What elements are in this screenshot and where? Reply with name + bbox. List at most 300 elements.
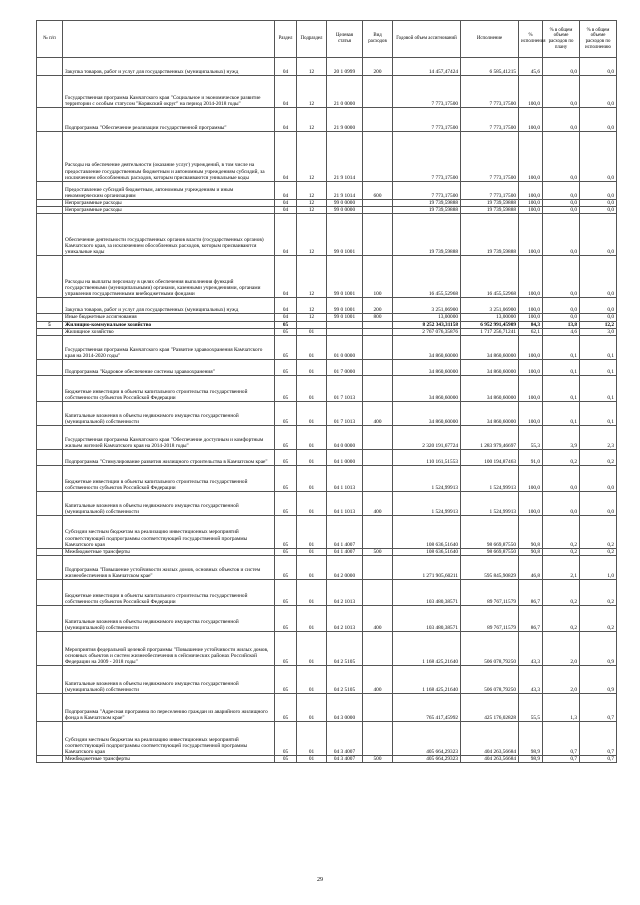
row-podrazdel: 12 bbox=[297, 207, 327, 214]
row-fact: 7 773,17500 bbox=[461, 132, 519, 182]
row-target-article: 21 9 1014 bbox=[327, 182, 363, 200]
row-name: Предоставление субсидий бюджетным, автономным учреждениям и иным некоммерческим организациям bbox=[63, 182, 275, 200]
row-name: Подпрограмма "Адресная программа по переселению граждан из аварийного жилищного фонда в Камчатском крае" bbox=[63, 694, 275, 722]
row-expense-type bbox=[363, 580, 393, 606]
row-plan: 405 664,29323 bbox=[393, 722, 461, 756]
row-share-fact: 2,3 bbox=[580, 426, 617, 450]
row-share-plan: 0,0 bbox=[543, 132, 580, 182]
row-name: Субсидии местным бюджетам на реализацию инвестиционных мероприятий соответствующей подпрограммы соответствующей государственной программы Камчатского края bbox=[63, 722, 275, 756]
row-number bbox=[37, 516, 63, 549]
row-number bbox=[37, 450, 63, 466]
row-target-article: 01 0 0000 bbox=[327, 336, 363, 360]
row-fact: 6 585,41215 bbox=[461, 58, 519, 76]
row-expense-type: 400 bbox=[363, 402, 393, 426]
row-target-article: 04 0 0000 bbox=[327, 426, 363, 450]
col-header-share-fact: % в общем объеме расходов по исполнению bbox=[580, 21, 617, 58]
row-fact: 19 739,59888 bbox=[461, 207, 519, 214]
row-target-article: 04 1 4007 bbox=[327, 516, 363, 549]
row-fact: 506 078,79250 bbox=[461, 632, 519, 666]
row-plan: 19 739,59888 bbox=[393, 200, 461, 207]
row-razdel: 04 bbox=[275, 314, 297, 321]
row-percent: 45,6 bbox=[519, 58, 543, 76]
row-share-plan: 0,0 bbox=[543, 492, 580, 516]
row-target-article: 01 7 1013 bbox=[327, 402, 363, 426]
row-number bbox=[37, 207, 63, 214]
row-plan: 1 524,99913 bbox=[393, 466, 461, 492]
row-percent: 100,0 bbox=[519, 466, 543, 492]
row-percent: 100,0 bbox=[519, 314, 543, 321]
table-row bbox=[37, 606, 617, 632]
row-plan: 1 271 905,60211 bbox=[393, 556, 461, 580]
row-razdel: 05 bbox=[275, 606, 297, 632]
row-razdel: 05 bbox=[275, 722, 297, 756]
row-podrazdel: 01 bbox=[297, 580, 327, 606]
row-podrazdel: 12 bbox=[297, 298, 327, 314]
row-share-fact: 0,0 bbox=[580, 58, 617, 76]
row-share-fact: 0,0 bbox=[580, 256, 617, 298]
row-podrazdel: 01 bbox=[297, 426, 327, 450]
table-header-row bbox=[37, 21, 617, 58]
row-share-fact: 0,0 bbox=[580, 314, 617, 321]
row-fact: 1 524,99913 bbox=[461, 492, 519, 516]
row-share-plan: 2,0 bbox=[543, 666, 580, 694]
row-share-fact: 0,0 bbox=[580, 207, 617, 214]
row-share-plan: 0,7 bbox=[543, 756, 580, 763]
row-number bbox=[37, 132, 63, 182]
row-number bbox=[37, 256, 63, 298]
row-fact: 19 739,59888 bbox=[461, 214, 519, 256]
row-plan: 3 251,06900 bbox=[393, 298, 461, 314]
row-name: Непрограммные расходы bbox=[63, 200, 275, 207]
row-share-fact: 0,0 bbox=[580, 492, 617, 516]
row-number bbox=[37, 466, 63, 492]
row-expense-type bbox=[363, 516, 393, 549]
row-expense-type: 800 bbox=[363, 314, 393, 321]
row-podrazdel: 12 bbox=[297, 58, 327, 76]
row-share-fact: 0,2 bbox=[580, 450, 617, 466]
row-number bbox=[37, 328, 63, 335]
row-plan: 1 168 425,21640 bbox=[393, 666, 461, 694]
row-share-plan: 3,9 bbox=[543, 426, 580, 450]
row-number bbox=[37, 108, 63, 132]
table-row bbox=[37, 58, 617, 76]
row-razdel: 04 bbox=[275, 132, 297, 182]
row-percent: 100,0 bbox=[519, 402, 543, 426]
row-expense-type bbox=[363, 207, 393, 214]
row-share-fact: 0,2 bbox=[580, 516, 617, 549]
row-target-article: 04 1 1013 bbox=[327, 466, 363, 492]
row-expense-type bbox=[363, 108, 393, 132]
row-share-plan: 0,1 bbox=[543, 360, 580, 376]
row-plan: 765 417,45992 bbox=[393, 694, 461, 722]
row-podrazdel: 01 bbox=[297, 516, 327, 549]
row-podrazdel: 01 bbox=[297, 328, 327, 335]
row-razdel: 05 bbox=[275, 402, 297, 426]
row-fact: 98 669,87550 bbox=[461, 549, 519, 556]
row-fact: 98 669,87550 bbox=[461, 516, 519, 549]
row-name: Подпрограмма "Повышение устойчивости жилых домов, основных объектов и систем жизнеобеспечения в Камчатском крае" bbox=[63, 556, 275, 580]
row-expense-type: 400 bbox=[363, 492, 393, 516]
row-razdel: 04 bbox=[275, 108, 297, 132]
row-podrazdel: 01 bbox=[297, 492, 327, 516]
row-expense-type bbox=[363, 132, 393, 182]
row-podrazdel: 01 bbox=[297, 556, 327, 580]
table-row bbox=[37, 556, 617, 580]
table-row bbox=[37, 108, 617, 132]
row-name: Жилищное хозяйство bbox=[63, 328, 275, 335]
col-header-target-article: Целевая статья bbox=[327, 21, 363, 58]
table-body bbox=[37, 58, 617, 763]
row-name: Обеспечение деятельности государственных органов власти (государственных органов) Камчатского края, за исключением обособленных расходов, которым присваиваются уникальные коды bbox=[63, 214, 275, 256]
row-expense-type bbox=[363, 200, 393, 207]
row-fact: 34 860,60000 bbox=[461, 336, 519, 360]
row-number bbox=[37, 694, 63, 722]
row-expense-type: 200 bbox=[363, 298, 393, 314]
row-fact: 425 176,02828 bbox=[461, 694, 519, 722]
row-number bbox=[37, 214, 63, 256]
row-fact: 6 952 991,45909 bbox=[461, 321, 519, 328]
row-number bbox=[37, 580, 63, 606]
row-name: Непрограммные расходы bbox=[63, 207, 275, 214]
row-share-plan: 0,2 bbox=[543, 549, 580, 556]
row-target-article: 04 3 4007 bbox=[327, 756, 363, 763]
row-expense-type bbox=[363, 466, 393, 492]
row-name: Капитальные вложения в объекты недвижимого имущества государственной (муниципальной) собственности bbox=[63, 492, 275, 516]
row-name: Государственная программа Камчатского края "Развитие здравоохранения Камчатского края на 2014-2020 годы" bbox=[63, 336, 275, 360]
row-podrazdel: 01 bbox=[297, 666, 327, 694]
row-percent: 91,0 bbox=[519, 450, 543, 466]
row-target-article: 04 2 1013 bbox=[327, 606, 363, 632]
row-name: Бюджетные инвестиции в объекты капитального строительства государственной собственности субъектов Российской Федерации bbox=[63, 376, 275, 402]
row-razdel: 04 bbox=[275, 207, 297, 214]
row-name: Государственная программа Камчатского края "Социальное и экономическое развитие территории с особым статусом "Корякский округ" на период 2014-2018 годы" bbox=[63, 76, 275, 108]
table-row bbox=[37, 328, 617, 335]
row-target-article bbox=[327, 328, 363, 335]
row-name: Подпрограмма "Кадровое обеспечение системы здравоохранения" bbox=[63, 360, 275, 376]
row-target-article: 01 7 1013 bbox=[327, 376, 363, 402]
table-row bbox=[37, 516, 617, 549]
row-plan: 1 524,99913 bbox=[393, 492, 461, 516]
table-row bbox=[37, 256, 617, 298]
row-share-fact: 0,0 bbox=[580, 298, 617, 314]
row-plan: 19 739,59888 bbox=[393, 214, 461, 256]
row-plan: 405 664,29323 bbox=[393, 756, 461, 763]
row-expense-type bbox=[363, 632, 393, 666]
row-share-fact: 0,9 bbox=[580, 666, 617, 694]
row-target-article: 99 0 1001 bbox=[327, 314, 363, 321]
row-podrazdel: 01 bbox=[297, 722, 327, 756]
row-percent: 43,3 bbox=[519, 666, 543, 694]
row-podrazdel: 01 bbox=[297, 606, 327, 632]
row-name: Государственная программа Камчатского края "Обеспечение доступным и комфортным жильем жителей Камчатского края на 2014-2018 годы" bbox=[63, 426, 275, 450]
col-header-plan: Годовой объем ассигнований bbox=[393, 21, 461, 58]
row-name: Жилищно-коммунальное хозяйство bbox=[63, 321, 275, 328]
row-expense-type bbox=[363, 214, 393, 256]
row-razdel: 05 bbox=[275, 516, 297, 549]
budget-sheet bbox=[36, 20, 616, 763]
row-percent: 55,3 bbox=[519, 426, 543, 450]
row-number bbox=[37, 632, 63, 666]
row-number bbox=[37, 58, 63, 76]
row-share-fact: 0,0 bbox=[580, 76, 617, 108]
row-share-plan: 0,0 bbox=[543, 214, 580, 256]
row-number bbox=[37, 360, 63, 376]
row-target-article: 99 0 0000 bbox=[327, 207, 363, 214]
table-row bbox=[37, 492, 617, 516]
row-plan: 8 252 343,31158 bbox=[393, 321, 461, 328]
row-name: Закупка товаров, работ и услуг для государственных (муниципальных) нужд bbox=[63, 298, 275, 314]
row-podrazdel: 12 bbox=[297, 132, 327, 182]
row-razdel: 05 bbox=[275, 556, 297, 580]
row-number bbox=[37, 76, 63, 108]
row-number bbox=[37, 298, 63, 314]
row-percent: 100,0 bbox=[519, 256, 543, 298]
row-podrazdel: 01 bbox=[297, 694, 327, 722]
row-plan: 7 773,17500 bbox=[393, 132, 461, 182]
row-share-plan: 0,2 bbox=[543, 516, 580, 549]
row-plan: 1 168 425,21640 bbox=[393, 632, 461, 666]
row-percent: 100,0 bbox=[519, 108, 543, 132]
row-percent: 100,0 bbox=[519, 492, 543, 516]
row-number bbox=[37, 556, 63, 580]
row-number bbox=[37, 200, 63, 207]
row-share-fact: 0,0 bbox=[580, 466, 617, 492]
row-target-article: 04 1 1013 bbox=[327, 492, 363, 516]
table-row bbox=[37, 632, 617, 666]
row-share-fact: 12,2 bbox=[580, 321, 617, 328]
row-share-plan: 2,1 bbox=[543, 556, 580, 580]
row-target-article: 21 9 0000 bbox=[327, 108, 363, 132]
row-share-fact: 0,7 bbox=[580, 756, 617, 763]
row-podrazdel: 01 bbox=[297, 466, 327, 492]
row-target-article: 20 1 0999 bbox=[327, 58, 363, 76]
row-fact: 595 845,90829 bbox=[461, 556, 519, 580]
table-row bbox=[37, 360, 617, 376]
row-expense-type bbox=[363, 376, 393, 402]
row-number bbox=[37, 666, 63, 694]
row-podrazdel: 01 bbox=[297, 376, 327, 402]
row-plan: 19 739,59888 bbox=[393, 207, 461, 214]
row-percent: 98,9 bbox=[519, 722, 543, 756]
budget-table bbox=[36, 20, 617, 763]
row-share-fact: 0,2 bbox=[580, 549, 617, 556]
row-number bbox=[37, 549, 63, 556]
row-razdel: 05 bbox=[275, 632, 297, 666]
row-percent: 100,0 bbox=[519, 207, 543, 214]
row-target-article: 04 2 0000 bbox=[327, 556, 363, 580]
row-podrazdel: 12 bbox=[297, 200, 327, 207]
row-name: Мероприятия федеральной целевой программы "Повышение устойчивости жилых домов, основных объектов и систем жизнеобеспечения в сейсмических районах Российской Федерации на 2009 - 2018 годы" bbox=[63, 632, 275, 666]
row-razdel: 05 bbox=[275, 666, 297, 694]
row-share-fact: 0,2 bbox=[580, 606, 617, 632]
row-percent: 100,0 bbox=[519, 200, 543, 207]
row-name: Субсидии местным бюджетам на реализацию инвестиционных мероприятий соответствующей подпрограммы соответствующей государственной программы Камчатского края bbox=[63, 516, 275, 549]
row-number bbox=[37, 402, 63, 426]
row-podrazdel: 12 bbox=[297, 108, 327, 132]
table-row bbox=[37, 402, 617, 426]
row-share-plan: 0,1 bbox=[543, 402, 580, 426]
col-header-expense-type: Вид расходов bbox=[363, 21, 393, 58]
row-expense-type bbox=[363, 321, 393, 328]
row-target-article: 04 2 5105 bbox=[327, 666, 363, 694]
row-fact: 89 767,11579 bbox=[461, 606, 519, 632]
row-podrazdel: 12 bbox=[297, 182, 327, 200]
table-row bbox=[37, 450, 617, 466]
row-expense-type bbox=[363, 360, 393, 376]
row-fact: 7 773,17500 bbox=[461, 182, 519, 200]
row-plan: 108 636,51640 bbox=[393, 549, 461, 556]
table-row bbox=[37, 298, 617, 314]
row-share-plan: 0,0 bbox=[543, 58, 580, 76]
row-share-fact: 0,0 bbox=[580, 132, 617, 182]
row-plan: 34 860,60000 bbox=[393, 360, 461, 376]
row-target-article: 04 1 4007 bbox=[327, 549, 363, 556]
row-share-fact: 0,0 bbox=[580, 214, 617, 256]
row-number bbox=[37, 376, 63, 402]
row-razdel: 04 bbox=[275, 200, 297, 207]
row-razdel: 05 bbox=[275, 466, 297, 492]
row-expense-type bbox=[363, 722, 393, 756]
row-razdel: 05 bbox=[275, 756, 297, 763]
row-percent: 84,3 bbox=[519, 321, 543, 328]
row-target-article bbox=[327, 321, 363, 328]
row-podrazdel: 12 bbox=[297, 256, 327, 298]
col-header-no: № п/п bbox=[37, 21, 63, 58]
row-plan: 34 860,60000 bbox=[393, 376, 461, 402]
row-expense-type: 500 bbox=[363, 756, 393, 763]
row-percent: 100,0 bbox=[519, 376, 543, 402]
row-percent: 90,8 bbox=[519, 549, 543, 556]
row-expense-type: 600 bbox=[363, 182, 393, 200]
row-name: Подпрограмма "Стимулирование развития жилищного строительства в Камчатском крае" bbox=[63, 450, 275, 466]
row-target-article: 21 9 1014 bbox=[327, 132, 363, 182]
row-razdel: 05 bbox=[275, 694, 297, 722]
row-share-fact: 0,0 bbox=[580, 182, 617, 200]
row-share-plan: 0,2 bbox=[543, 450, 580, 466]
row-expense-type bbox=[363, 336, 393, 360]
row-fact: 19 739,59888 bbox=[461, 200, 519, 207]
row-plan: 7 773,17500 bbox=[393, 182, 461, 200]
row-percent: 55,5 bbox=[519, 694, 543, 722]
row-plan: 110 161,51553 bbox=[393, 450, 461, 466]
row-podrazdel: 12 bbox=[297, 214, 327, 256]
col-header-razdel: Раздел bbox=[275, 21, 297, 58]
row-fact: 404 263,56684 bbox=[461, 722, 519, 756]
table-row bbox=[37, 466, 617, 492]
row-target-article: 21 0 0000 bbox=[327, 76, 363, 108]
row-plan: 2 320 191,67724 bbox=[393, 426, 461, 450]
row-share-fact: 0,1 bbox=[580, 376, 617, 402]
row-share-plan: 13,8 bbox=[543, 321, 580, 328]
row-fact: 7 773,17500 bbox=[461, 108, 519, 132]
row-target-article: 99 0 0000 bbox=[327, 200, 363, 207]
row-name: Бюджетные инвестиции в объекты капитального строительства государственной собственности субъектов Российской Федерации bbox=[63, 466, 275, 492]
row-name: Расходы на обеспечение деятельности (оказание услуг) учреждений, в том числе на предоставление государственным бюджетным и автономным учреждениям субсидий, за исключением обособленных расходов, которым присваиваются уникальные коды bbox=[63, 132, 275, 182]
row-expense-type: 100 bbox=[363, 256, 393, 298]
row-percent: 46,8 bbox=[519, 556, 543, 580]
row-share-fact: 0,7 bbox=[580, 694, 617, 722]
row-share-fact: 0,1 bbox=[580, 360, 617, 376]
row-plan: 16 455,52968 bbox=[393, 256, 461, 298]
row-expense-type: 500 bbox=[363, 549, 393, 556]
row-razdel: 05 bbox=[275, 580, 297, 606]
table-row bbox=[37, 666, 617, 694]
row-razdel: 04 bbox=[275, 214, 297, 256]
col-header-percent: % исполнения bbox=[519, 21, 543, 58]
row-fact: 1 524,99913 bbox=[461, 466, 519, 492]
row-fact: 404 263,56684 bbox=[461, 756, 519, 763]
row-share-fact: 0,7 bbox=[580, 722, 617, 756]
row-plan: 7 773,17500 bbox=[393, 76, 461, 108]
row-razdel: 04 bbox=[275, 298, 297, 314]
row-razdel: 05 bbox=[275, 376, 297, 402]
table-row bbox=[37, 336, 617, 360]
row-percent: 86,7 bbox=[519, 580, 543, 606]
row-podrazdel: 01 bbox=[297, 360, 327, 376]
row-share-plan: 0,0 bbox=[543, 207, 580, 214]
row-name: Бюджетные инвестиции в объекты капитального строительства государственной собственности субъектов Российской Федерации bbox=[63, 580, 275, 606]
row-fact: 34 860,60000 bbox=[461, 402, 519, 426]
row-share-plan: 0,0 bbox=[543, 256, 580, 298]
table-row bbox=[37, 580, 617, 606]
row-podrazdel: 12 bbox=[297, 76, 327, 108]
row-target-article: 04 3 0000 bbox=[327, 694, 363, 722]
row-percent: 100,0 bbox=[519, 182, 543, 200]
row-plan: 14 457,47424 bbox=[393, 58, 461, 76]
row-fact: 89 767,11579 bbox=[461, 580, 519, 606]
row-expense-type: 200 bbox=[363, 58, 393, 76]
row-expense-type bbox=[363, 426, 393, 450]
row-razdel: 04 bbox=[275, 182, 297, 200]
row-percent: 43,3 bbox=[519, 632, 543, 666]
table-row bbox=[37, 722, 617, 756]
row-podrazdel: 01 bbox=[297, 402, 327, 426]
row-percent: 100,0 bbox=[519, 360, 543, 376]
row-name: Капитальные вложения в объекты недвижимого имущества государственной (муниципальной) собственности bbox=[63, 402, 275, 426]
row-name: Закупка товаров, работ и услуг для государственных (муниципальных) нужд bbox=[63, 58, 275, 76]
row-razdel: 05 bbox=[275, 450, 297, 466]
row-plan: 108 636,51640 bbox=[393, 516, 461, 549]
row-share-fact: 1,0 bbox=[580, 556, 617, 580]
row-plan: 13,00000 bbox=[393, 314, 461, 321]
row-razdel: 05 bbox=[275, 321, 297, 328]
row-name: Расходы на выплаты персоналу в целях обеспечения выполнения функций государственными (муниципальными) органами, казенными учреждениями, органами управления государственными внебюджетными фондами bbox=[63, 256, 275, 298]
row-plan: 103 480,38571 bbox=[393, 580, 461, 606]
row-share-fact: 0,1 bbox=[580, 402, 617, 426]
row-share-plan: 4,6 bbox=[543, 328, 580, 335]
table-row bbox=[37, 426, 617, 450]
row-name: Капитальные вложения в объекты недвижимого имущества государственной (муниципальной) собственности bbox=[63, 606, 275, 632]
row-fact: 100 194,87463 bbox=[461, 450, 519, 466]
page-number: 29 bbox=[317, 877, 323, 883]
row-plan: 2 767 076,35876 bbox=[393, 328, 461, 335]
row-percent: 98,9 bbox=[519, 756, 543, 763]
table-row bbox=[37, 549, 617, 556]
row-number bbox=[37, 606, 63, 632]
table-row bbox=[37, 132, 617, 182]
table-row bbox=[37, 314, 617, 321]
row-name: Иные бюджетные ассигнования bbox=[63, 314, 275, 321]
row-share-plan: 0,1 bbox=[543, 336, 580, 360]
row-percent: 90,8 bbox=[519, 516, 543, 549]
row-share-plan: 0,7 bbox=[543, 722, 580, 756]
row-share-plan: 0,2 bbox=[543, 606, 580, 632]
row-share-plan: 0,0 bbox=[543, 108, 580, 132]
row-razdel: 05 bbox=[275, 336, 297, 360]
row-razdel: 05 bbox=[275, 426, 297, 450]
table-row bbox=[37, 376, 617, 402]
row-plan: 34 860,60000 bbox=[393, 402, 461, 426]
